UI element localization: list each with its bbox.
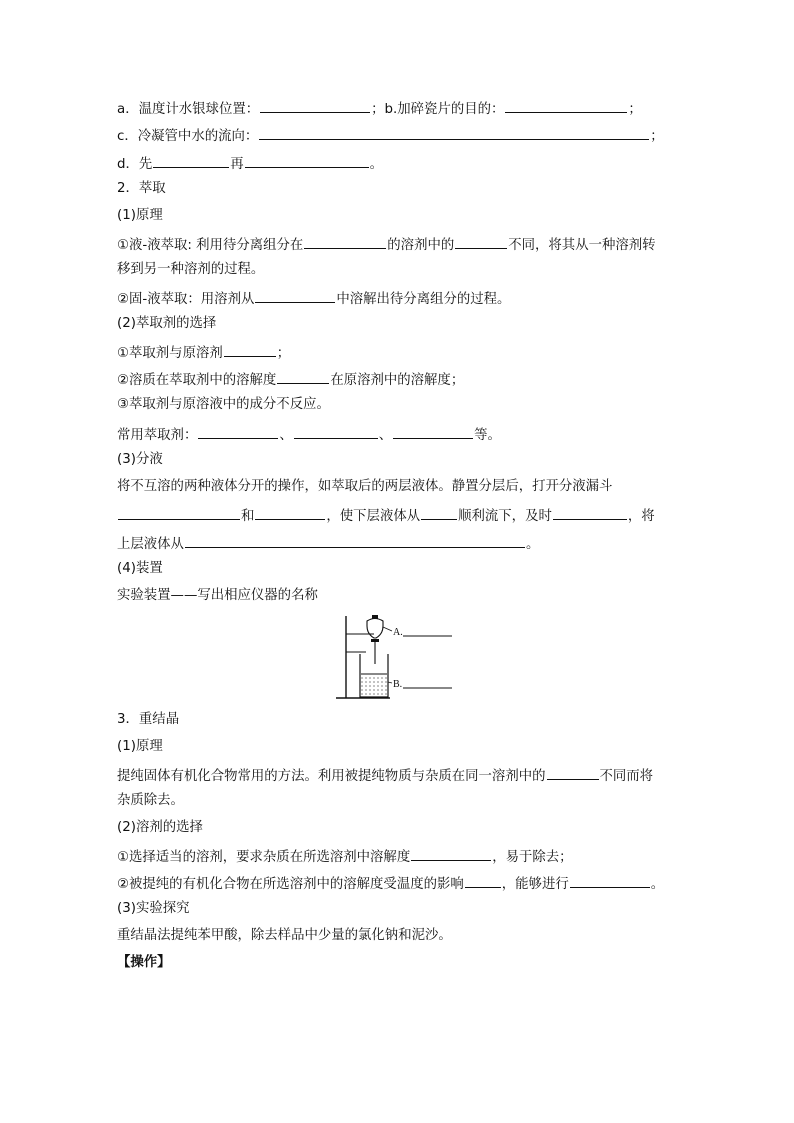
text: ，将 [627,509,655,524]
blank-first-step[interactable] [153,152,229,168]
funnel-stopcock [371,639,379,642]
blank-solubility[interactable] [455,233,507,249]
text: 的溶剂中的 [387,238,455,253]
blank-thermometer-position[interactable] [260,97,370,113]
liquid-liquid-line-2: 移到另一种溶剂的过程。 [117,262,265,277]
section-heading-recrystallization: 3．重结晶 [117,712,180,727]
text: 提纯固体有机化合物常用的方法。利用被提纯物质与杂质在同一溶剂中的 [117,769,546,784]
blank-condenser-flow[interactable] [259,124,649,140]
blank-extractant-3[interactable] [393,423,473,439]
operation-heading: 【操作】 [117,955,171,970]
recrystallization-principle-2: 杂质除去。 [117,793,184,808]
experiment-description: 重结晶法提纯苯甲酸，除去样品中少量的氯化钠和泥沙。 [117,928,452,943]
label-b: B. [393,679,403,690]
blank-funnel-part-2[interactable] [255,504,325,520]
text: ，能够进行 [501,877,569,892]
subheading-experiment: (3)实验探究 [117,901,190,916]
liquid-liquid-line [117,233,697,253]
text: 、 [279,428,293,443]
blank-outlet[interactable] [421,504,457,520]
text: ，易于除去； [492,850,573,865]
text: 上层液体从 [117,537,184,552]
text: 不同而将 [599,769,654,784]
blank-funnel-part-1[interactable] [118,504,240,520]
blank-impurity-solubility[interactable] [411,845,491,861]
subheading-solvent-choice: (2)溶剂的选择 [117,820,203,835]
text: 中溶解出待分离组分的过程。 [336,292,511,307]
subheading-choice: (2)萃取剂的选择 [117,316,217,331]
separation-line-3 [117,532,697,552]
subheading-recrystallization-principle: (1)原理 [117,739,163,754]
choice-3: ③萃取剂与原溶液中的成分不反应。 [117,397,330,412]
text: c．冷凝管中水的流向： [117,129,259,144]
text: 不同，将其从一种溶剂转 [508,238,656,253]
solvent-choice-1 [117,845,697,865]
text: 再 [230,157,244,172]
text: 。 [525,537,540,552]
label-a: A. [393,627,403,638]
section-heading-extraction: 2．萃取 [117,181,166,196]
blank-extractant-1[interactable] [198,423,278,439]
common-extractants [117,423,697,443]
text: 。 [650,877,665,892]
leader-a [383,627,392,631]
blank-second-step[interactable] [245,152,369,168]
leader-b [388,682,392,683]
text: 在原溶剂中的溶解度； [330,373,465,388]
separation-line-1: 将不互溶的两种液体分开的操作，如萃取后的两层液体。静置分层后，打开分液漏斗 [117,479,613,494]
blank-miscibility[interactable] [224,341,276,357]
text: 常用萃取剂： [117,428,198,443]
blank-solid-source[interactable] [255,287,335,303]
separatory-funnel-figure [330,612,465,702]
text: ①萃取剂与原溶剂 [117,346,223,361]
text: ； [628,102,642,117]
text: 。 [369,157,384,172]
solvent-choice-2 [117,872,697,892]
blank-solubility-comparison[interactable] [277,368,329,384]
text: 等。 [474,428,501,443]
text: ，使下层液体从 [326,509,421,524]
solid-liquid-line [117,287,697,307]
text: ；b.加碎瓷片的目的： [371,102,505,117]
text: ①选择适当的溶剂，要求杂质在所选溶剂中溶解度 [117,850,411,865]
blank-solubility-difference[interactable] [547,764,599,780]
beaker [360,654,388,697]
blank-temperature-effect[interactable] [465,872,501,888]
choice-2 [117,368,697,388]
text: ②固-液萃取：用溶剂从 [117,292,255,307]
recrystallization-principle-1 [117,764,697,784]
text: ； [276,346,291,361]
blank-solvent-type[interactable] [304,233,386,249]
subheading-apparatus: (4)装置 [117,561,163,576]
text: ①液-液萃取: 利用待分离组分在 [117,238,304,253]
blank-extractant-2[interactable] [294,423,378,439]
choice-1 [117,341,697,361]
subheading-separation: (3)分液 [117,452,163,467]
text: 、 [378,428,393,443]
blank-upper-layer[interactable] [185,532,525,548]
text: 和 [241,509,255,524]
apparatus-diagram [330,612,465,702]
line-a [117,97,697,117]
text: 顺利流下，及时 [458,509,552,524]
text: a．温度计水银球位置： [117,102,260,117]
line-c [117,124,697,144]
line-d [117,152,697,172]
blank-porcelain-purpose[interactable] [505,97,627,113]
separation-line-2 [117,504,697,524]
text: ； [650,129,664,144]
subheading-principle: (1)原理 [117,208,163,223]
text: d．先 [117,157,153,172]
apparatus-description: 实验装置——写出相应仪器的名称 [117,588,318,603]
text: ②溶质在萃取剂中的溶解度 [117,373,277,388]
text: ②被提纯的有机化合物在所选溶剂中的溶解度受温度的影响 [117,877,464,892]
blank-timely-action[interactable] [553,504,627,520]
blank-process[interactable] [570,872,650,888]
funnel-body [367,619,383,639]
